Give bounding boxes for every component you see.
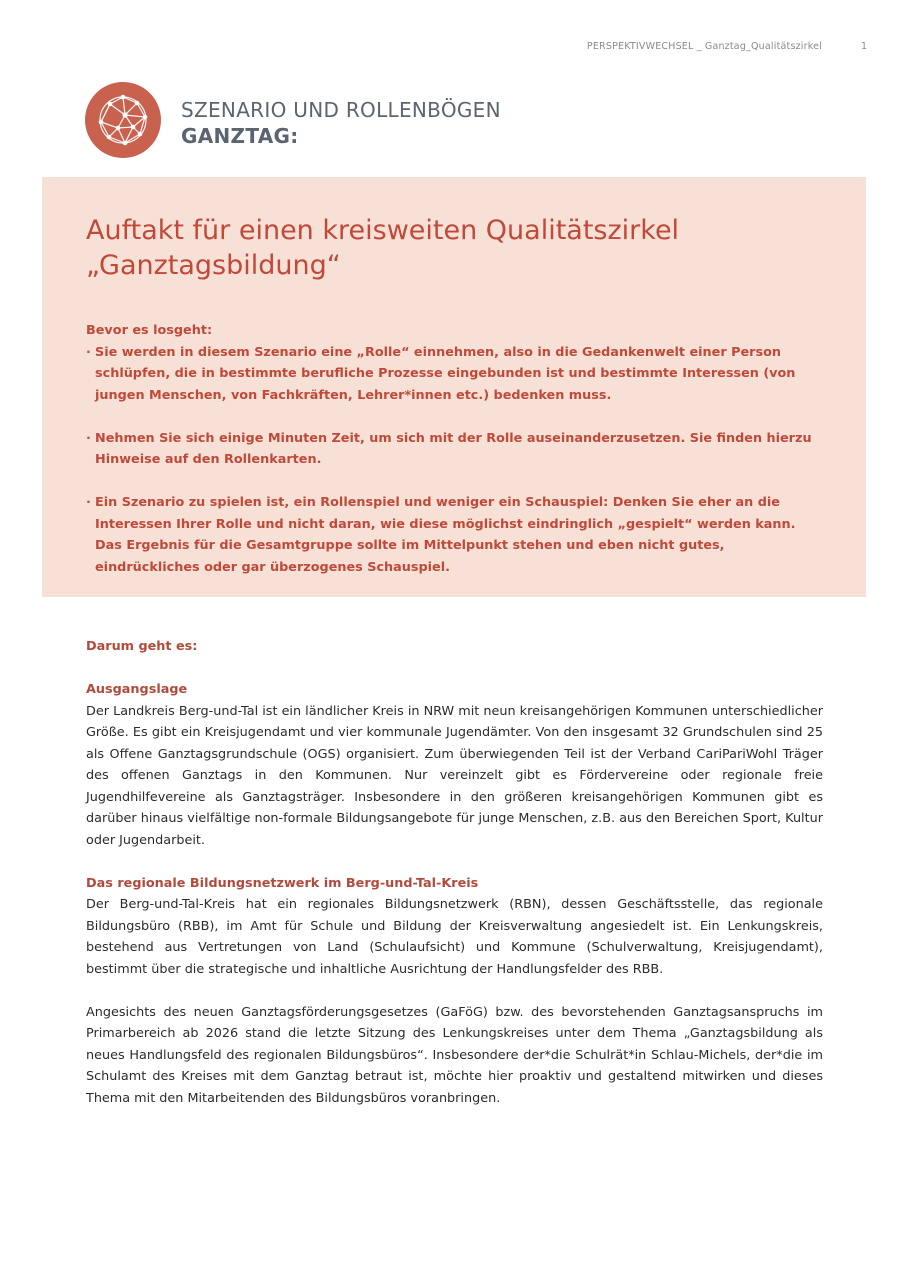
section-heading: Ausgangslage [86, 682, 188, 697]
section-heading: Das regionale Bildungsnetzwerk im Berg-und-Tal-Kreis [86, 875, 479, 891]
box-title-line-1: Auftakt für einen kreisweiten Qualitätszirkel [86, 215, 680, 246]
box-title-line-2: „Ganztagsbildung“ [86, 250, 341, 281]
box-title [86, 213, 826, 283]
running-title: PERSPEKTIVWECHSEL _ Ganztag_Qualitätszirkel [586, 41, 822, 52]
heading-line-2: GANZTAG: [181, 124, 299, 148]
instruction-item: · Ein Szenario zu spielen ist, ein Rollenspiel und weniger ein Schauspiel: Denken Sie eher an die Interessen Ihrer Rolle und nicht daran, wie diese möglichst eindringlich „gespielt“ werden kann. Das Ergebnis für die Gesamtgruppe sollte im Mittelpunkt stehen und eben nicht gutes, eindrückliches oder gar überzogenes Schauspiel. [86, 492, 826, 578]
box-body [86, 320, 826, 600]
box-intro: Bevor es losgeht: [86, 323, 213, 338]
instruction-list [86, 342, 826, 579]
section-text: Der Berg-und-Tal-Kreis hat ein regionales Bildungsnetzwerk (RBN), dessen Geschäftsstelle, das regionale Bildungsbüro (RBB), im Amt für Schule und Bildung der Kreisverwaltung angesiedelt ist. Ein Lenkungskreis, bestehend aus Vertretungen von Land (Schulaufsicht) und Kommune (Schulverwaltung, Kreisjugendamt), bestimmt über die strategische und inhaltliche Ausrichtung der Handlungsfelder des RBB. [86, 897, 823, 977]
instruction-item: · Sie werden in diesem Szenario eine „Rolle“ einnehmen, also in die Gedankenwelt einer Person schlüpfen, die in bestimmte berufliche Prozesse eingebunden ist und bestimmte Interessen (von jungen Menschen, von Fachkräften, Lehrer*innen etc.) bedenken muss. [86, 342, 826, 407]
page-number: 1 [860, 41, 867, 52]
closing-paragraph: Angesichts des neuen Ganztagsförderungsgesetzes (GaFöG) bzw. des bevorstehenden Ganztagsanspruchs im Primarbereich ab 2026 stand die letzte Sitzung des Lenkungskreises unter dem Thema „Ganztagsbildung als neues Handlungsfeld des regionalen Bildungsbüros“. Insbesondere der*die Schulrät*in Schlau-Michels, der*die im Schulamt des Kreises mit dem Ganztag betraut ist, möchte hier proaktiv und gestaltend mitwirken und dieses Thema mit den Mitarbeitenden des Bildungsbüros voranbringen. [86, 1004, 823, 1106]
intro-box [42, 177, 866, 597]
instruction-item: · Nehmen Sie sich einige Minuten Zeit, um sich mit der Rolle auseinanderzusetzen. Sie finden hierzu Hinweise auf den Rollenkarten. [86, 428, 826, 471]
section-text: Der Landkreis Berg-und-Tal ist ein ländlicher Kreis in NRW mit neun kreisangehörigen Kommunen unterschiedlicher Größe. Es gibt ein Kreisjugendamt und vier kommunale Jugendämter. Von den insgesamt 32 Grundschulen sind 25 als Offene Ganztagsgrundschule (OGS) organisiert. Zum überwiegenden Teil ist der Verband CariPariWohl Träger des offenen Ganztags in den Kommunen. Nur vereinzelt gibt es Fördervereine oder regionale freie Jugendhilfevereine als Ganztagsträger. Insbesondere in den größeren kreisangehörigen Kommunen gibt es darüber hinaus vielfältige non-formale Bildungsangebote für junge Menschen, z.B. aus den Bereichen Sport, Kultur oder Jugendarbeit. [86, 703, 823, 848]
page-heading [181, 97, 501, 149]
main-content [86, 636, 823, 1109]
network-globe-icon [85, 82, 161, 158]
intro-heading: Darum geht es: [86, 639, 198, 654]
heading-line-1: SZENARIO UND ROLLENBÖGEN [181, 98, 501, 122]
